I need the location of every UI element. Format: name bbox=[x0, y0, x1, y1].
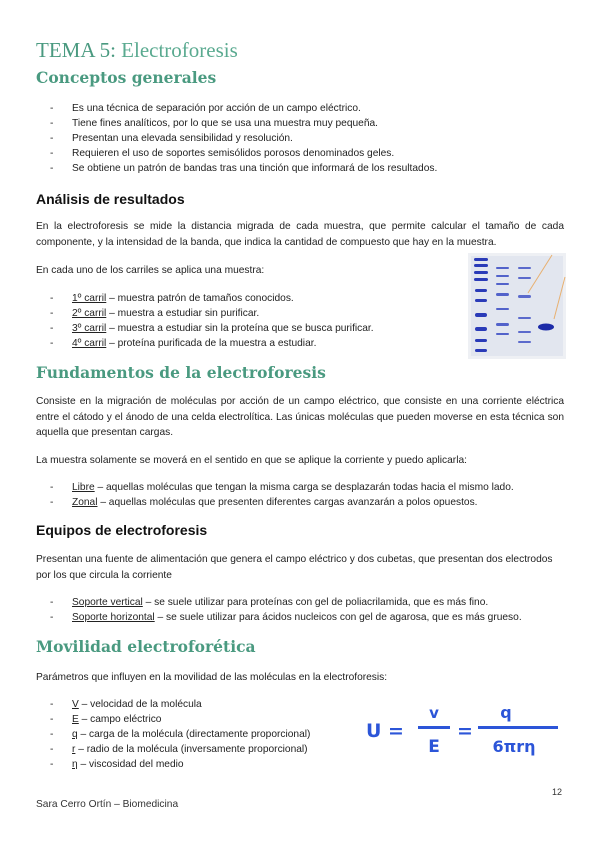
list-item: - 2º carril – muestra a estudiar sin purificar. bbox=[50, 308, 260, 319]
paragraph-fundamentos: Consiste en la migración de moléculas por acción de un campo eléctrico, que consiste en una corriente eléctrica entre el cátodo y el ánodo de una celda electrolítica. Las únicas moléculas que pueden moverse en esta técnica son aquella que presentan cargas. bbox=[36, 396, 564, 438]
list-item: - Tiene fines analíticos, por lo que se usa una muestra muy pequeña. bbox=[50, 118, 378, 129]
page-footer: Sara Cerro Ortín – Biomedicina bbox=[36, 799, 179, 810]
mobility-formula bbox=[366, 700, 566, 762]
paragraph-carriles: En cada uno de los carriles se aplica una muestra: bbox=[36, 265, 265, 276]
list-item: - η – viscosidad del medio bbox=[50, 759, 184, 770]
list-item: - Se obtiene un patrón de bandas tras una tinción que informará de los resultados. bbox=[50, 163, 438, 174]
electrophoresis-gel-image bbox=[468, 253, 566, 359]
list-item: - 1º carril – muestra patrón de tamaños conocidos. bbox=[50, 293, 294, 304]
formula-lhs: U = bbox=[366, 720, 404, 742]
formula-denominator-2: 6πrη bbox=[492, 737, 536, 756]
section-heading-movilidad: Movilidad electroforética bbox=[36, 637, 256, 656]
fraction-bar-2 bbox=[478, 726, 558, 729]
formula-numerator-2: q bbox=[500, 703, 512, 722]
list-item: - 3º carril – muestra a estudiar sin la proteína que se busca purificar. bbox=[50, 323, 374, 334]
list-item: - V – velocidad de la molécula bbox=[50, 699, 202, 710]
list-item: - E – campo eléctrico bbox=[50, 714, 162, 725]
title-prefix: TEMA 5: bbox=[36, 38, 116, 62]
list-item: - q – carga de la molécula (directamente proporcional) bbox=[50, 729, 311, 740]
list-carriles bbox=[36, 291, 374, 351]
page-title bbox=[36, 38, 238, 63]
section-heading-analisis: Análisis de resultados bbox=[36, 191, 185, 207]
section-heading-equipos: Equipos de electroforesis bbox=[36, 522, 208, 538]
list-item: - Soporte vertical – se suele utilizar para proteínas con gel de poliacrilamida, que es más fino. bbox=[50, 597, 489, 608]
page-number: 12 bbox=[552, 787, 563, 797]
list-soportes bbox=[36, 595, 522, 625]
section-heading-conceptos: Conceptos generales bbox=[36, 68, 217, 87]
list-item: - Soporte horizontal – se suele utilizar para ácidos nucleicos con gel de agarosa, que es más grueso. bbox=[50, 612, 522, 623]
list-item: - Libre – aquellas moléculas que tengan la misma carga se desplazarán todas hacia el mismo lado. bbox=[50, 482, 514, 493]
formula-numerator-1: v bbox=[429, 704, 439, 722]
paragraph-movilidad: Parámetros que influyen en la movilidad de las moléculas en la electroforesis: bbox=[36, 672, 388, 683]
list-item: - r – radio de la molécula (inversamente proporcional) bbox=[50, 744, 308, 755]
paragraph-analisis: En la electroforesis se mide la distancia migrada de cada muestra, que permite calcular el tamaño de cada componente, y la intensidad de la banda, que indica la cantidad de compuesto que hay en la muestra. bbox=[36, 221, 564, 248]
list-parametros bbox=[36, 697, 310, 772]
list-item: - Requieren el uso de soportes semisólidos porosos denominados geles. bbox=[50, 148, 395, 159]
list-item: - 4º carril – proteína purificada de la muestra a estudiar. bbox=[50, 338, 317, 349]
formula-equals: = bbox=[457, 720, 473, 742]
list-item: - Zonal – aquellas moléculas que presenten diferentes cargas avanzarán a polos opuestos. bbox=[50, 497, 478, 508]
list-item: - Presentan una elevada sensibilidad y resolución. bbox=[50, 133, 293, 144]
list-tipos bbox=[36, 480, 514, 510]
formula-denominator-1: E bbox=[428, 737, 440, 757]
fraction-bar-1 bbox=[418, 726, 450, 729]
paragraph-equipos: Presentan una fuente de alimentación que genera el campo eléctrico y dos cubetas, que presentan dos electrodos por los que circula la corriente bbox=[36, 554, 553, 581]
paragraph-sentido: La muestra solamente se moverá en el sentido en que se aplique la corriente y puedo aplicarla: bbox=[36, 455, 467, 466]
list-item: - Es una técnica de separación por acción de un campo eléctrico. bbox=[50, 103, 361, 114]
title-name: Electroforesis bbox=[121, 38, 238, 62]
list-conceptos bbox=[36, 101, 437, 176]
section-heading-fundamentos: Fundamentos de la electroforesis bbox=[36, 363, 326, 382]
